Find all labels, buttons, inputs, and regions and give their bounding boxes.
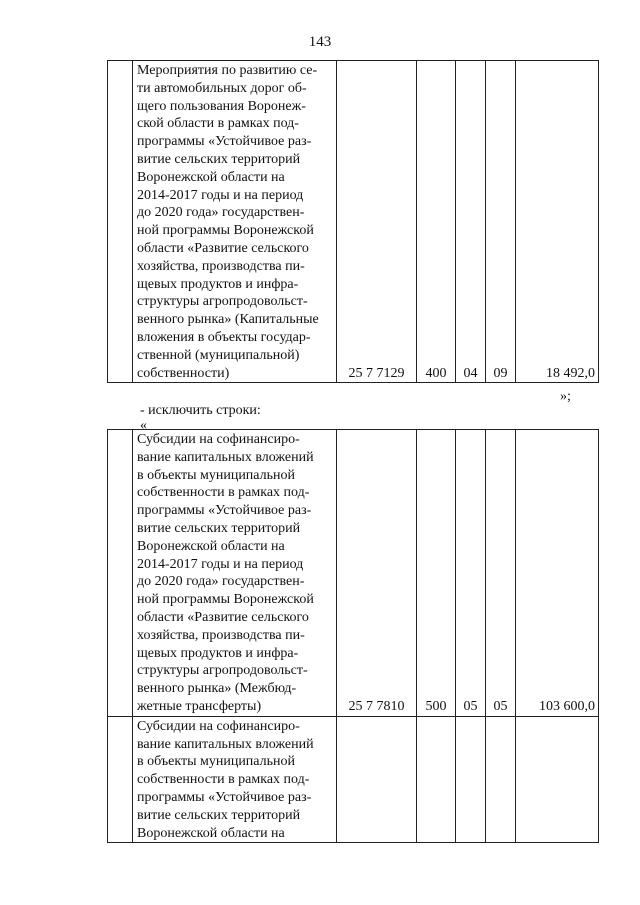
description-cell bbox=[133, 430, 337, 717]
table-row bbox=[108, 716, 599, 843]
description-text: Субсидии на софинансиро- вание капитальных вложений в объекты муниципальной собственности в рамках под- программы «Устойчивое раз- витие сельских территорий Воронежской области на bbox=[137, 718, 314, 841]
description-text: Субсидии на софинансиро- вание капитальных вложений в объекты муниципальной собственности в рамках под- программы «Устойчивое раз- витие сельских территорий Воронежской области на 2014-2017 годы и на период до 2020 года» государствен- ной программы Воронежской области «Развитие сельского хозяйства, производства пи- щевых продуктов и инфра- структуры агропродовольст- венного рынка» (Межбюд- жетные трансферты) bbox=[137, 432, 314, 714]
vr-cell bbox=[417, 716, 456, 843]
code-cell: 25 7 7129 bbox=[337, 61, 417, 383]
budget-table-top bbox=[107, 60, 599, 383]
rz-cell: 05 bbox=[456, 430, 486, 717]
code-cell bbox=[337, 716, 417, 843]
opening-quote: « bbox=[140, 418, 147, 433]
empty-cell bbox=[108, 61, 133, 383]
pr-cell: 05 bbox=[486, 430, 516, 717]
description-cell bbox=[133, 716, 337, 843]
table-row bbox=[108, 61, 599, 383]
description-cell bbox=[133, 61, 337, 383]
empty-cell bbox=[108, 716, 133, 843]
code-cell: 25 7 7810 bbox=[337, 430, 417, 717]
rz-cell: 04 bbox=[456, 61, 486, 383]
empty-cell bbox=[108, 430, 133, 717]
table-row bbox=[108, 430, 599, 717]
pr-cell bbox=[486, 716, 516, 843]
amount-cell bbox=[516, 716, 599, 843]
amount-cell: 103 600,0 bbox=[516, 430, 599, 717]
page-number: 143 bbox=[308, 34, 332, 50]
description-text: Мероприятия по развитию се- ти автомобильных дорог об- щего пользования Воронеж- ской области в рамках под- программы «Устойчивое раз- витие сельских территорий Воронежской области на 2014-2017 годы и на период до 2020 года» государствен- ной программы Воронежской области «Развитие сельского хозяйства, производства пи- щевых продуктов и инфра- структуры агропродовольст- венного рынка» (Капитальные вложения в объекты государ- ственной (муниципальной) собственности) bbox=[137, 63, 319, 381]
closing-quote: »; bbox=[560, 389, 571, 404]
budget-table-bottom bbox=[107, 429, 599, 843]
amount-cell: 18 492,0 bbox=[516, 61, 599, 383]
instruction-text: - исключить строки: bbox=[140, 403, 261, 418]
vr-cell: 400 bbox=[417, 61, 456, 383]
pr-cell: 09 bbox=[486, 61, 516, 383]
vr-cell: 500 bbox=[417, 430, 456, 717]
rz-cell bbox=[456, 716, 486, 843]
